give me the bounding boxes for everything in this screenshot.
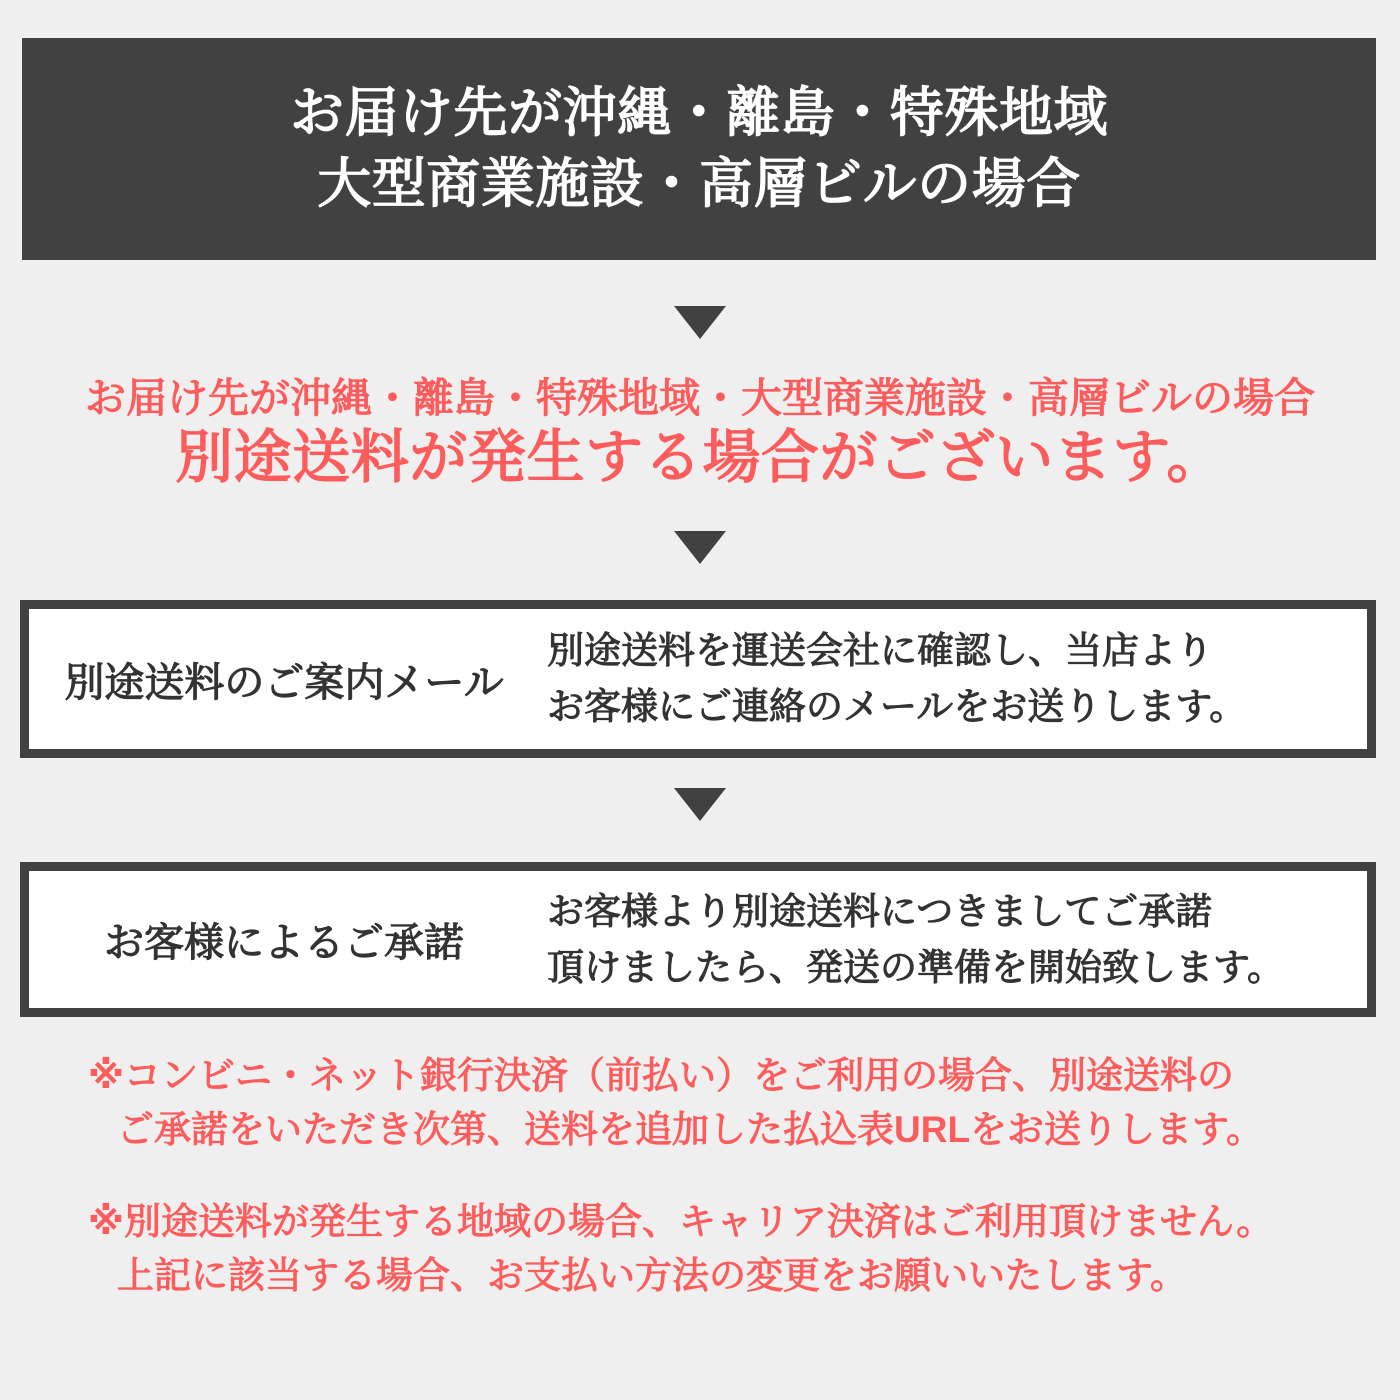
footnote-line: 上記に該当する場合、お支払い方法の変更をお願いいたします。 bbox=[117, 1255, 1188, 1296]
step-label-cell bbox=[29, 651, 539, 708]
down-arrow-icon bbox=[674, 306, 726, 339]
footnote-line: ※コンビニ・ネット銀行決済（前払い）をご利用の場合、別途送料の bbox=[88, 1055, 1234, 1096]
arrow-row-3 bbox=[0, 788, 1400, 821]
down-arrow-icon bbox=[674, 531, 726, 564]
step-desc-cell bbox=[539, 623, 1367, 735]
step-box-guidance-mail bbox=[20, 600, 1376, 758]
surcharge-notice-conditions: お届け先が沖縄・離島・特殊地域・大型商業施設・高層ビルの場合 bbox=[85, 375, 1315, 421]
step-box-customer-approval bbox=[20, 862, 1376, 1017]
surcharge-notice-headline: 別途送料が発生する場合がございます。 bbox=[175, 425, 1225, 490]
footnote-line: ご承諾をいただき次第、送料を追加した払込表URLをお送りします。 bbox=[117, 1109, 1264, 1150]
arrow-row-1 bbox=[0, 306, 1400, 339]
header-banner bbox=[22, 38, 1376, 260]
surcharge-notice bbox=[0, 373, 1400, 491]
step-desc-line: お客様より別途送料につきましてご承諾 bbox=[547, 890, 1213, 932]
step-label-cell bbox=[29, 911, 539, 968]
footnote-line: ※別途送料が発生する地域の場合、キャリア決済はご利用頂けません。 bbox=[88, 1201, 1274, 1242]
step-desc-line: お客様にご連絡のメールをお送りします。 bbox=[547, 686, 1247, 727]
step-label-guidance-mail: 別途送料のご案内メール bbox=[64, 660, 504, 705]
arrow-row-2 bbox=[0, 531, 1400, 564]
footnote-prepayment bbox=[0, 1049, 1400, 1157]
down-arrow-icon bbox=[674, 788, 726, 821]
step-desc-line: 別途送料を運送会社に確認し、当店より bbox=[547, 630, 1213, 671]
step-desc-line: 頂けましたら、発送の準備を開始致します。 bbox=[547, 946, 1285, 988]
step-desc-cell bbox=[539, 884, 1367, 996]
step-label-customer-approval: お客様によるご承諾 bbox=[104, 921, 464, 965]
header-title-line1: お届け先が沖縄・離島・特殊地域 bbox=[289, 83, 1109, 143]
footnote-carrier-payment bbox=[0, 1195, 1400, 1303]
header-title-line2: 大型商業施設・高層ビルの場合 bbox=[317, 154, 1081, 214]
